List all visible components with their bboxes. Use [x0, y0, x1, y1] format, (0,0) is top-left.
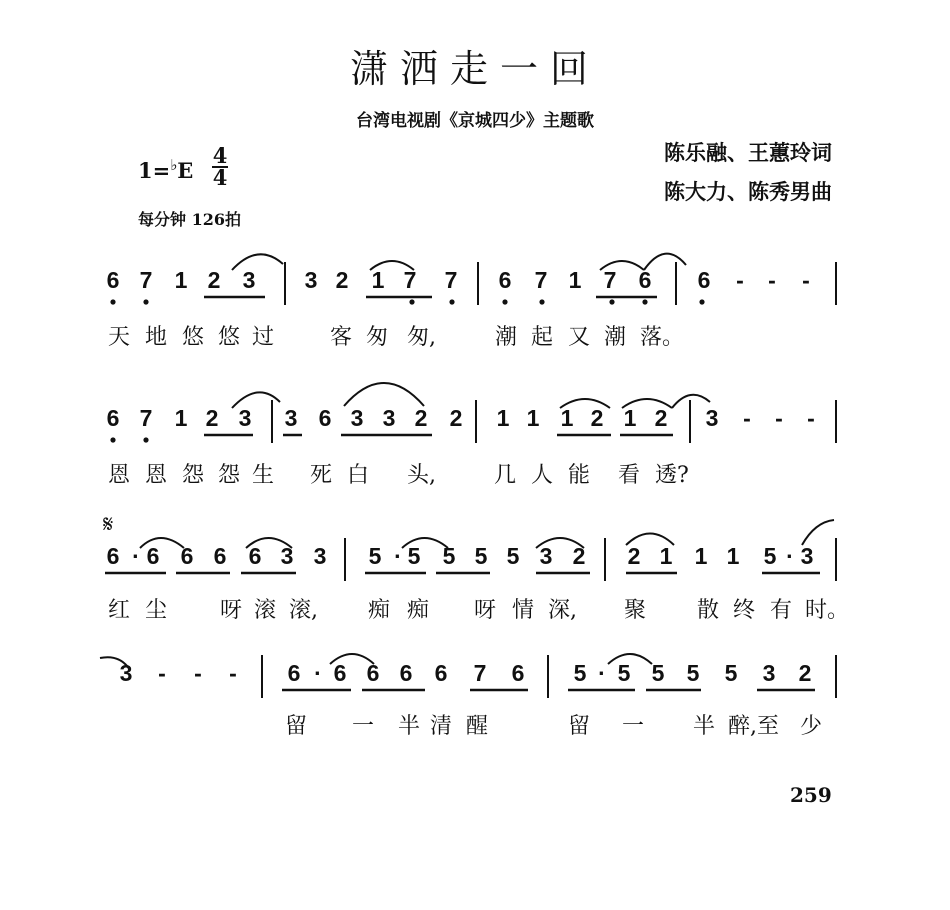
octave-dot: [110, 437, 115, 442]
octave-dot: [642, 299, 647, 304]
note-numeral: 2: [335, 267, 349, 293]
note-numeral: 1: [174, 405, 188, 431]
lyric-syllable: 痴: [407, 598, 430, 623]
note-numeral: 6: [106, 543, 120, 569]
lyric-syllable: 滚,: [289, 598, 318, 623]
note-numeral: 5: [407, 543, 421, 569]
dash-extension: -: [229, 660, 237, 686]
lyric-syllable: 尘: [145, 598, 168, 623]
octave-dot: [143, 437, 148, 442]
note-numeral: 5: [763, 543, 777, 569]
lyric-syllable: 有: [770, 598, 793, 623]
note-numeral: 2: [798, 660, 812, 686]
note-numeral: 3: [800, 543, 814, 569]
tempo-marking: 每分钟 126拍: [138, 210, 241, 229]
dash-extension: -: [743, 405, 751, 431]
dotted-rhythm: ·: [598, 660, 606, 686]
lyric-syllable: 聚: [624, 598, 647, 623]
note-numeral: 5: [651, 660, 665, 686]
note-numeral: 2: [572, 543, 586, 569]
note-numeral: 3: [119, 660, 133, 686]
note-numeral: 1: [623, 405, 637, 431]
lyric-syllable: 清: [430, 714, 453, 739]
slur: [232, 254, 283, 270]
note-numeral: 1: [174, 267, 188, 293]
note-numeral: 3: [238, 405, 252, 431]
time-top: 4: [212, 143, 228, 168]
note-numeral: 2: [590, 405, 604, 431]
dotted-rhythm: ·: [786, 543, 794, 569]
note-numeral: 6: [511, 660, 525, 686]
slur: [802, 520, 834, 545]
lyric-syllable: 滚: [254, 598, 277, 623]
dash-extension: -: [194, 660, 202, 686]
octave-dot: [502, 299, 507, 304]
lyric-syllable: 匆: [366, 325, 389, 350]
lyric-syllable: 地: [145, 325, 168, 350]
note-numeral: 2: [414, 405, 428, 431]
note-numeral: 2: [627, 543, 641, 569]
note-numeral: 7: [444, 267, 458, 293]
lyricist-credit: 陈乐融、王蕙玲词: [664, 140, 832, 165]
note-numeral: 3: [539, 543, 553, 569]
dash-extension: -: [807, 405, 815, 431]
lyric-syllable: 潮: [495, 325, 518, 350]
lyric-syllable: 少: [800, 714, 823, 739]
lyric-syllable: 客: [330, 325, 353, 350]
dotted-rhythm: ·: [132, 543, 140, 569]
note-numeral: 5: [506, 543, 520, 569]
note-numeral: 1: [694, 543, 708, 569]
dash-extension: -: [158, 660, 166, 686]
octave-dot: [699, 299, 704, 304]
lyric-syllable: 醉,至: [728, 714, 779, 739]
lyric-syllable: 半: [398, 714, 421, 739]
note-numeral: 5: [442, 543, 456, 569]
segno-sign: 𝄋: [103, 510, 114, 538]
lyric-syllable: 死: [310, 463, 333, 488]
note-numeral: 5: [474, 543, 488, 569]
dotted-rhythm: ·: [394, 543, 402, 569]
lyric-syllable: 呀: [474, 598, 497, 623]
lyric-syllable: 落。: [640, 325, 685, 350]
note-numeral: 2: [654, 405, 668, 431]
note-numeral: 5: [724, 660, 738, 686]
note-numeral: 6: [399, 660, 413, 686]
lyric-syllable: 恩: [145, 463, 168, 488]
note-numeral: 7: [603, 267, 617, 293]
lyric-syllable: 几: [494, 463, 517, 488]
note-numeral: 1: [371, 267, 385, 293]
octave-dot: [110, 299, 115, 304]
lyric-syllable: 散: [697, 598, 720, 623]
note-numeral: 6: [434, 660, 448, 686]
note-numeral: 3: [350, 405, 364, 431]
song-title: 潇洒走一回: [349, 47, 600, 91]
time-bottom: 4: [212, 165, 228, 190]
note-numeral: 6: [146, 543, 160, 569]
note-numeral: 1: [526, 405, 540, 431]
lyric-syllable: 潮: [604, 325, 627, 350]
octave-dot: [409, 299, 414, 304]
lyric-syllable: 一: [352, 714, 375, 739]
note-numeral: 5: [368, 543, 382, 569]
note-numeral: 6: [498, 267, 512, 293]
note-numeral: 7: [139, 405, 153, 431]
lyric-syllable: 悠: [218, 325, 241, 350]
note-numeral: 3: [762, 660, 776, 686]
lyric-syllable: 怨: [182, 463, 205, 488]
lyric-syllable: 时。: [805, 598, 850, 623]
lyric-syllable: 又: [568, 325, 591, 350]
note-numeral: 7: [534, 267, 548, 293]
lyric-syllable: 半: [693, 714, 716, 739]
note-numeral: 6: [248, 543, 262, 569]
note-numeral: 6: [180, 543, 194, 569]
note-numeral: 2: [449, 405, 463, 431]
note-numeral: 3: [705, 405, 719, 431]
note-numeral: 3: [242, 267, 256, 293]
note-numeral: 6: [213, 543, 227, 569]
key-note: E: [177, 158, 194, 183]
note-numeral: 6: [287, 660, 301, 686]
dash-extension: -: [802, 267, 810, 293]
note-numeral: 1: [726, 543, 740, 569]
lyric-syllable: 一: [622, 714, 645, 739]
dash-extension: -: [775, 405, 783, 431]
note-numeral: 3: [313, 543, 327, 569]
note-numeral: 6: [106, 267, 120, 293]
lyric-syllable: 恩: [108, 463, 131, 488]
slur: [344, 383, 424, 406]
lyric-syllable: 起: [531, 325, 554, 350]
lyric-syllable: 留: [568, 714, 591, 739]
composer-credit: 陈大力、陈秀男曲: [664, 179, 832, 204]
song-subtitle: 台湾电视剧《京城四少》主题歌: [356, 111, 594, 131]
flat-sign: ♭: [170, 156, 178, 174]
note-numeral: 5: [686, 660, 700, 686]
note-numeral: 6: [697, 267, 711, 293]
lyric-syllable: 留: [285, 714, 308, 739]
lyric-syllable: 看: [618, 463, 641, 488]
note-numeral: 7: [403, 267, 417, 293]
note-numeral: 1: [659, 543, 673, 569]
note-numeral: 1: [560, 405, 574, 431]
lyric-syllable: 匆,: [407, 325, 436, 350]
page-number: 259: [790, 783, 832, 807]
octave-dot: [539, 299, 544, 304]
dash-extension: -: [768, 267, 776, 293]
note-numeral: 1: [568, 267, 582, 293]
lyric-syllable: 过: [252, 325, 275, 350]
lyric-syllable: 头,: [407, 463, 436, 488]
lyric-syllable: 醒: [466, 714, 489, 739]
note-numeral: 6: [366, 660, 380, 686]
note-numeral: 6: [333, 660, 347, 686]
note-numeral: 7: [139, 267, 153, 293]
lyric-syllable: 怨: [218, 463, 241, 488]
octave-dot: [143, 299, 148, 304]
note-numeral: 3: [304, 267, 318, 293]
note-numeral: 6: [318, 405, 332, 431]
note-numeral: 5: [573, 660, 587, 686]
lyric-syllable: 天: [108, 325, 131, 350]
dash-extension: -: [736, 267, 744, 293]
note-numeral: 6: [106, 405, 120, 431]
lyric-syllable: 透?: [655, 463, 689, 488]
lyric-syllable: 悠: [182, 325, 205, 350]
lyric-syllable: 白: [347, 463, 370, 488]
note-numeral: 2: [205, 405, 219, 431]
note-numeral: 2: [207, 267, 221, 293]
note-numeral: 3: [284, 405, 298, 431]
lyric-syllable: 深,: [548, 598, 577, 623]
note-numeral: 1: [496, 405, 510, 431]
octave-dot: [609, 299, 614, 304]
key-prefix: 1=: [138, 158, 171, 183]
note-numeral: 6: [638, 267, 652, 293]
note-numeral: 3: [280, 543, 294, 569]
lyric-syllable: 痴: [368, 598, 391, 623]
lyric-syllable: 情: [512, 598, 535, 623]
lyric-syllable: 能: [568, 463, 591, 488]
lyric-syllable: 呀: [220, 598, 243, 623]
note-numeral: 3: [382, 405, 396, 431]
dotted-rhythm: ·: [314, 660, 322, 686]
lyric-syllable: 红: [108, 598, 131, 623]
note-numeral: 5: [617, 660, 631, 686]
octave-dot: [449, 299, 454, 304]
lyric-syllable: 生: [252, 463, 275, 488]
lyric-syllable: 人: [531, 463, 554, 488]
lyric-syllable: 终: [733, 598, 756, 623]
note-numeral: 7: [473, 660, 487, 686]
